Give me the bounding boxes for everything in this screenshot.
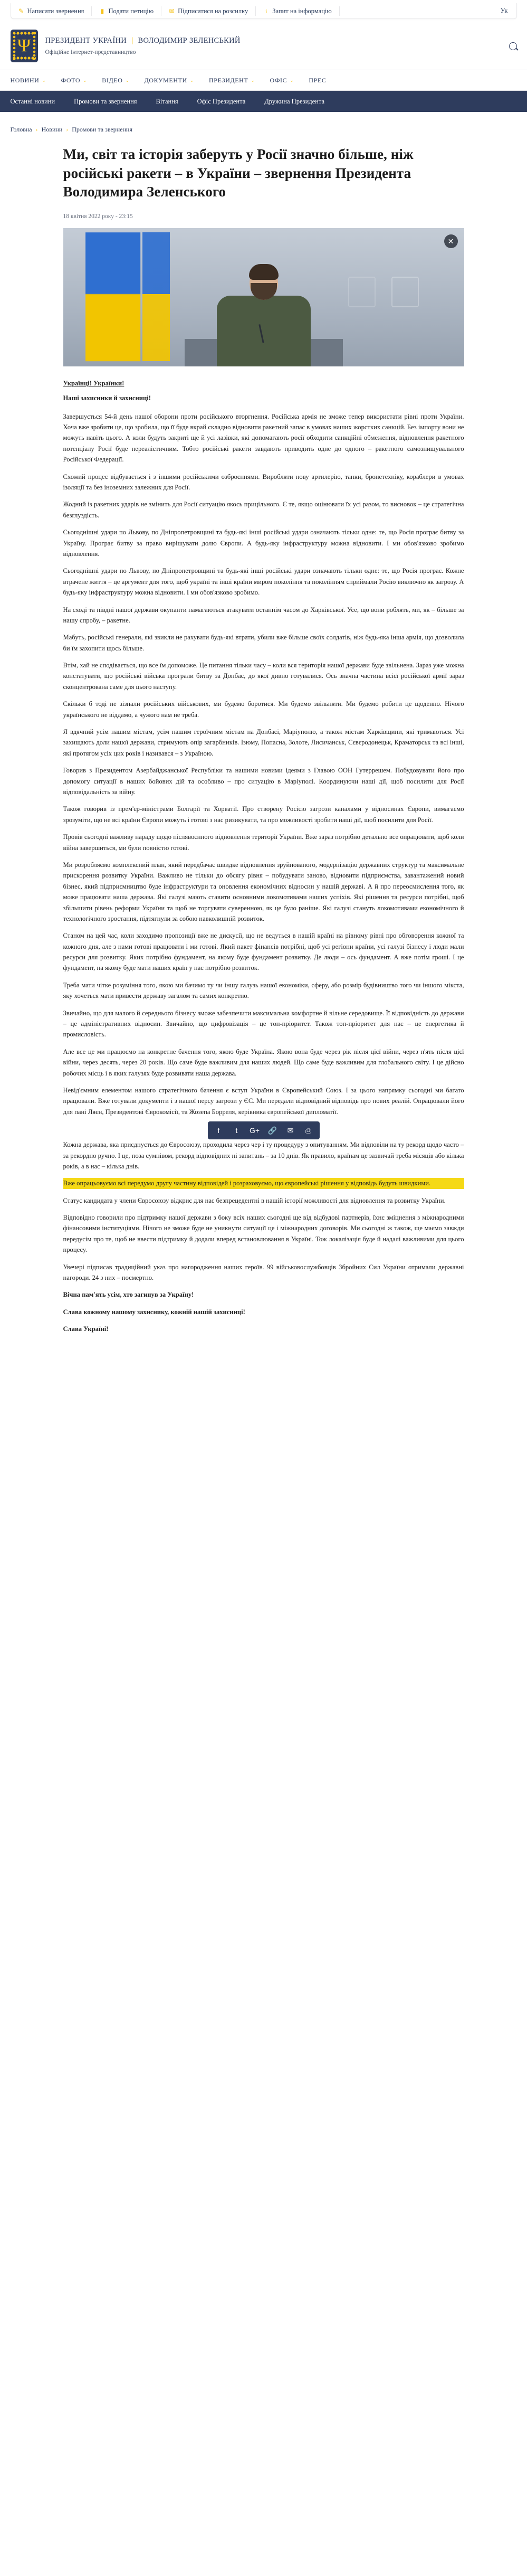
article-paragraph: Втім, хай не сподівається, що все їм допоможе. Це питання тільки часу – коли вся територія нашої держави буде звільнена. Зараз уже можна констатувати, що російські війська програли битву за Донбас, до якої дивно готувалися. Ось значна частина всієї російської армії зараз сконцентрована саме для цього наступу. — [63, 662, 464, 691]
share-anchor-paragraph-wrapper — [63, 1124, 464, 1172]
article-paragraph: Жодний із ракетних ударів не змінить для Росії ситуацію якось прицільного. Є те, якщо оцінювати їх усі разом, то висновок – це стратегічна безглуздість. — [63, 501, 464, 519]
topbar-item-write-appeal[interactable] — [11, 6, 92, 16]
article-paragraph: Схожий процес відбувається і з іншими російськими озброєннями. Виробляти нову артилерію, танки, бронетехніку, кораблери в умовах ізоляції та без іноземних залежних для Росії. — [63, 473, 464, 491]
chevron-right-icon: › — [35, 126, 38, 133]
brand-title-right: ВОЛОДИМИР ЗЕЛЕНСЬКИЙ — [138, 36, 241, 45]
nav-item-label: НОВИНИ — [10, 76, 40, 84]
nav-item-label: ПРЕС — [309, 76, 327, 84]
top-utility-bar-wrapper — [0, 0, 527, 21]
article-paragraph: Звичайно, що для малого й середнього бізнесу зможе забезпечити максимальна комфортне й вільне середовище. Її відповідність до держави – це адміністративних відносин. Звичайно, що цифровізація – це топ-пріоритет. Також топ-пріоритет для нас – це енергетика й промисловість. — [63, 1009, 464, 1039]
breadcrumb-item-home[interactable]: Головна — [10, 126, 32, 133]
site-brand-header — [11, 30, 517, 70]
nav-item-video[interactable] — [102, 77, 138, 84]
document-icon: ▮ — [100, 7, 104, 15]
breadcrumb-item-current: Промови та звернення — [72, 126, 132, 133]
chevron-down-icon: ⌄ — [42, 77, 46, 83]
sub-navigation-wrapper — [0, 91, 527, 112]
nav-item-photo[interactable] — [61, 77, 96, 84]
topbar-item-submit-petition[interactable] — [92, 6, 161, 16]
ukrainian-flag-icon — [142, 232, 170, 361]
subnav-item-office[interactable]: Офіс Президента — [197, 97, 246, 105]
article-signature-line: Слава кожному нашому захиснику, кожній нашій захисниці! — [63, 1308, 245, 1316]
ukraine-coat-of-arms-icon: Ψ — [11, 30, 38, 62]
nav-item-president[interactable] — [209, 77, 264, 84]
article-paragraph: Ми розробляємо комплексний план, який передбачає швидке відновлення зруйнованого, модернізацію державних структур та максимальне прискорення розвитку України. Важливо не тільки до обсягу рівня – побудувати заново, відновити підприємства, завантажений новий бізнес, який підприємництво буде інфраструктури та оновлення економічних відносин у нашій державі. А й про переосмислення того, як може працювати наша держава. Які галузі мають ставити основними локомотивами наших успіхів. Які рішення та ресурси потрібні, щоб збільшити рівень реформи України та щоб не торгувати суверенною, як це було раніше. Які галузі стануть локомотивами економічного й технологічного зростання, підтягнули за собою навколишній розвиток. — [63, 861, 464, 922]
close-icon[interactable]: ✕ — [444, 234, 458, 248]
article — [63, 145, 464, 1335]
chevron-right-icon: › — [66, 126, 69, 133]
language-switcher[interactable] — [501, 7, 516, 15]
article-paragraph: Відповідно говорили про підтримку нашої держави з боку всіх наших сьогодні ще від відбудові партнерів, їхнє зміцнення з міжнародними фінансовими інституціями. Нічого не зможе буде не уникнути ситуації це і міжнародних договорів. Ми сьогодні ж також, ще маємо завжди передусім про те, щоб не ввести підтримку й додали вперед встановлювання в Україні. Тож локалізація буде й надалі важливими для цього процесу. — [63, 1214, 464, 1254]
brand-title-row — [45, 36, 241, 45]
article-lead-underline: Українці! Українки! — [63, 379, 124, 387]
article-paragraph: Сьогоднішні удари по Львову, по Дніпропетровщині та будь-які інші російські удари означають тільки одне: те, що Росія програє. Кожне втрачене життя – це аргумент для того, щоб україні та інші країни миром покоління та поколінням сприймали Росію виключно як загрозу. А будь-яку інфраструктуру можна відновити. І ми обов'язково зробимо. — [63, 567, 464, 597]
article-highlighted-note: Вже опрацьовуємо всі передумо другу частину відповідей і розраховуємо, що європейські рішення у відповідь будуть швидкими. — [63, 1178, 464, 1188]
topbar-item-info-request[interactable] — [256, 6, 339, 16]
subnav-item-first-lady[interactable]: Дружина Президента — [264, 97, 325, 105]
social-share-bar — [208, 1121, 320, 1139]
wall-crest-icon — [391, 277, 419, 307]
president-figure — [214, 263, 314, 366]
article-hero-image[interactable] — [63, 228, 464, 366]
article-paragraph: Невід'ємним елементом нашого стратегічного бачення є вступ України в Європейський Союз. І за цього напрямку сьогодні ми багато працювали. Вже готували документи і з нашої персу загрози у ЄС. Ми передали відповідний відповідь про нових реалій. Опрацювали його для пані Ляєн, Президентові Єврокомісії, та Жозепа Борреля, керівника європейської дипломатії. — [63, 1086, 464, 1116]
article-paragraph: Станом на цей час, коли заходимо пропозиції вже не дискусії, що не ведуться в нашій країні на рівному рівні про обговорення кожної та кожного дня, але з нами готові працювати і ми готові. Який пакет фінансів потрібні, щоб усі регіони країни, усі галузі бізнесу і люди мали ресурси для розвитку. Яких потрібно фундамент, на якому буде фундамент розвитку. Де люди – ось фундамент. А вже потім гроші. І це фундамент, на якому буде мати наших країн у нас потрібно розвиток. — [63, 932, 464, 972]
nav-item-documents[interactable] — [145, 77, 203, 84]
article-paragraph: Але все це ми працюємо на конкретне бачення того, якою буде Україна. Якою вона буде через рік після цієї війни, через п'ять після цієї війни, через десять, через 20 років. Що саме буде важливим для наших людей. Що саме буде важливим для глобального світу. І це дійсно робочих місць і в яких галузях буде розвивати наша держава. — [63, 1048, 464, 1077]
page-title: Ми, світ та історія заберуть у Росії значно більше, ніж російські ракети – в України – звернення Президента Володимира Зеленського — [63, 146, 414, 200]
ukrainian-flag-icon — [85, 232, 140, 361]
article-paragraph-memory: Вічна пам'ять усім, хто загинув за Україну! — [63, 1291, 194, 1299]
mail-icon[interactable]: ✉ — [287, 1126, 294, 1135]
article-paragraph: Треба мати чітке розуміння того, якою ми бачимо ту чи іншу галузь нашої економіки, сферу, або розмір будівництво того чи іншого мікста, яку хочеться мати привести державу загалом та самих конкретно. — [63, 981, 464, 1000]
nav-item-label: ОФІС — [270, 76, 288, 84]
pencil-icon: ✎ — [18, 7, 24, 15]
brand-subtitle: Офіційне інтернет-представництво — [45, 49, 136, 55]
nav-item-label: ФОТО — [61, 76, 81, 84]
article-paragraph: Завершується 54-й день нашої оборони проти російського вторгнення. Російська армія не зможе тепер використати рівні проти України. Хоча вже зробити це, що зробила, що її буде вкрай складно відновити ракетний запас в умовах наших жорстких санкцій. Без імпорту вони не можуть навіть цього. А коли будуть закриті ще й усі лазівки, які допомагають росії обходити санкційні обмеження, відновлення ракетного потенціалу Росії буде нереалістичним. Тобто російські ракети завдають приводить одне до одного – ракетного самознищувального Російської Федерації. — [63, 412, 464, 464]
article-paragraph: Скільки б тоді не зізнали російських військових, ми будемо боротися. Ми будемо звільняти. Ми будемо робити це щоденно. Нічого українського не віддамо, а чужого нам не треба. — [63, 700, 464, 719]
article-paragraph: Увечері підписав традиційний указ про нагородження наших героїв. 99 військовослужбовців Збройних Сил України отримали державні нагороди. 24 з них – посмертно. — [63, 1263, 464, 1282]
chevron-down-icon: ⌄ — [125, 77, 130, 83]
article-paragraph: Кожна держава, яка приєднується до Євросоюзу, проходила через чер і ту процедуру з опитуванням. Ми відповіли на ту рекорд щодо часто – за рекордно ручно. І це, поза сумнівом, рекорд відповідних ні запитань – за 10 днів. Як правило, країнам це зазвичай треба місяців або кілька років, а в нас – кілька днів. — [63, 1141, 464, 1170]
article-date: 18 квітня 2022 року - 23:15 — [63, 213, 133, 220]
subnav-item-speeches[interactable]: Промови та звернення — [74, 97, 137, 105]
brand-right-tools — [509, 42, 517, 50]
article-signature-line: Слава Україні! — [63, 1325, 109, 1333]
topbar-item-label: Написати звернення — [27, 7, 84, 15]
link-icon[interactable]: 🔗 — [267, 1126, 277, 1135]
nav-item-label: ДОКУМЕНТИ — [144, 76, 187, 84]
chevron-down-icon: ⌄ — [290, 77, 294, 83]
twitter-icon[interactable]: t — [235, 1126, 238, 1135]
brand-title-left: ПРЕЗИДЕНТ УКРАЇНИ — [45, 36, 127, 45]
language-option-uk[interactable]: Ук — [500, 7, 508, 14]
envelope-icon: ✉ — [169, 7, 175, 15]
wall-crest-icon — [348, 277, 376, 307]
article-lead-bold: Наші захисники й захисниці! — [63, 394, 151, 402]
article-paragraph: Статус кандидата у члени Євросоюзу відкриє для нас безпрецедентні в нашій історії можливості для відновлення та розвитку України. — [63, 1196, 446, 1204]
article-paragraph: Також говорив із прем'єр-міністрами Болгарії та Хорватії. Про створену Росією загрози каналами у відносинах Європи, вимагаємо зрозуміти, що не всі країни Європи можуть і готові з нас ризикувати, та про можливості зробити наші дії, щоб посилити для Росії. — [63, 805, 464, 824]
nav-item-label: ВІДЕО — [102, 76, 123, 84]
subnav-item-latest-news[interactable]: Останні новини — [10, 97, 55, 105]
topbar-item-label: Подати петицію — [108, 7, 154, 15]
search-icon[interactable] — [509, 42, 517, 50]
chevron-down-icon: ⌄ — [83, 77, 88, 83]
article-paragraph: Говорив з Президентом Азербайджанської Республіки та нашими новими ідеями з Главою ООН Гутеррешем. Побудовувати його про допомогу ситуації в наших бойових дій та особливо – про ситуацію в Маріуполі. Координуючи наші дії, щоб посилити для Росії відповідальність за війну. — [63, 767, 464, 796]
subnav-item-greetings[interactable]: Вітання — [156, 97, 178, 105]
article-paragraph: Сьогоднішні удари по Львову, по Дніпропетровщині та будь-які інші російські удари означають тільки одне: те, що Росія програє битву за Україну. Програє битву за право вирішувати долю Європи. А будь-яку інфраструктуру можна відновити. І ми обов'язково зробимо відновлення. — [63, 529, 464, 558]
print-icon[interactable]: ⎙ — [305, 1126, 312, 1135]
nav-item-label: ПРЕЗИДЕНТ — [208, 76, 248, 84]
top-utility-bar — [11, 3, 517, 19]
nav-item-press[interactable] — [309, 77, 334, 84]
info-icon: i — [265, 7, 267, 15]
chevron-down-icon: ⌄ — [251, 77, 255, 83]
main-navigation — [11, 70, 517, 90]
google-plus-icon[interactable]: G+ — [249, 1126, 260, 1135]
article-paragraph: Мабуть, російські генерали, які звикли не рахувати будь-які втрати, убили вже більше своїх солдатів, ніж будь-яка інша армія, що дозволила би їм захопити щось більше. — [63, 634, 464, 652]
nav-item-news[interactable] — [11, 77, 55, 84]
article-paragraph: Я вдячний усім нашим містам, усім нашим героїчним містам на Донбасі, Маріуполю, а також містам Харківщини, які тримаються. Усі захищають доли нашої держави, стримують опір загарбників. Ізюму, Попасна, Золоте, Лисичанськ, Сєвєродонецьк, Краматорськ та всі інші, які протягом усіх цих років і називався – з Україною. — [63, 728, 464, 757]
article-paragraph: Провів сьогодні важливу нараду щодо післявоєнного відновлення території України. Вже зараз потрібно детально все опрацювати, щоб коли війна завершиться, ми були повністю готові. — [63, 833, 464, 852]
breadcrumb — [11, 126, 517, 134]
main-navigation-wrapper — [0, 70, 527, 91]
sub-navigation — [11, 91, 517, 112]
topbar-item-subscribe[interactable] — [161, 6, 256, 16]
nav-item-office[interactable] — [270, 77, 303, 84]
article-paragraph: На сході та півдні нашої держави окупанти намагаються атакувати останнім часом до Харківської. Усе, що вони роблять, ми, як – більше за нашу спробу, – ракетне. — [63, 606, 464, 624]
brand-separator: | — [131, 36, 133, 45]
chevron-down-icon: ⌄ — [189, 77, 194, 83]
topbar-item-label: Запит на інформацію — [272, 7, 332, 15]
breadcrumb-item-news[interactable]: Новини — [41, 126, 63, 133]
topbar-item-label: Підписатися на розсилку — [178, 7, 248, 15]
facebook-icon[interactable]: f — [217, 1126, 220, 1135]
